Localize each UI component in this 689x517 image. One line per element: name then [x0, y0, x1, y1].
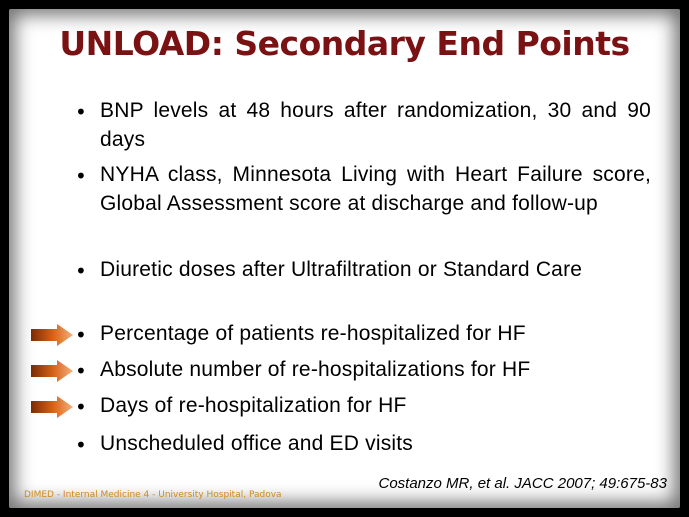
list-item-unscheduled-visits: Unscheduled office and ED visits: [100, 432, 414, 455]
citation: Costanzo MR, et al. JACC 2007; 49:675-83: [378, 475, 667, 492]
right-arrow-icon: [31, 396, 73, 418]
footer-institution: DIMED - Internal Medicine 4 - University Hospital, Padova: [24, 490, 282, 500]
list-item-days-rehospitalization: Days of re-hospitalization for HF: [100, 394, 407, 417]
bullet-dot: •: [75, 323, 87, 347]
bullet-dot: •: [75, 100, 87, 124]
slide-title: UNLOAD: Secondary End Points: [59, 24, 630, 63]
list-item-percentage-rehospitalized: Percentage of patients re-hospitalized for HF: [100, 322, 526, 345]
bullet-dot: •: [75, 259, 87, 283]
bullet-dot: •: [75, 359, 87, 383]
right-arrow-icon: [31, 360, 73, 382]
right-arrow-icon: [31, 324, 73, 346]
bullet-list: [9, 9, 680, 508]
bullet-dot: •: [75, 395, 87, 419]
list-item-bnp-levels: BNP levels at 48 hours after randomization, 30 and 90 days: [100, 99, 651, 151]
bullet-dot: •: [75, 164, 87, 188]
slide: [9, 9, 680, 508]
list-item-diuretic-doses: Diuretic doses after Ultrafiltration or Standard Care: [100, 258, 583, 281]
bullet-dot: •: [75, 433, 87, 457]
list-item-nyha-class: NYHA class, Minnesota Living with Heart Failure score, Global Assessment score at discharge and follow-up: [100, 163, 651, 215]
list-item-absolute-number: Absolute number of re-hospitalizations for HF: [100, 358, 531, 381]
